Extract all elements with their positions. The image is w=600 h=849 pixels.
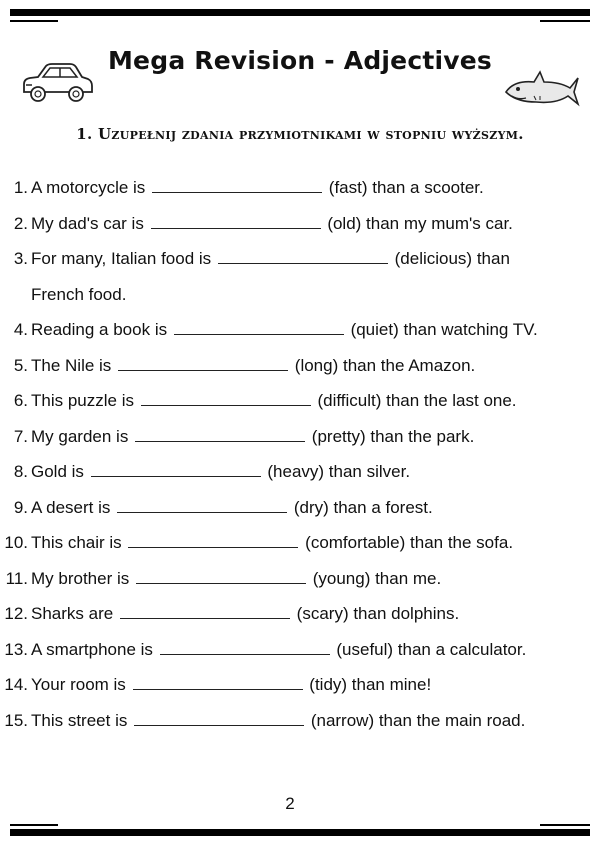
exercise-item xyxy=(0,525,566,561)
answer-blank[interactable] xyxy=(117,497,287,513)
exercise-item xyxy=(0,241,566,312)
sentence-start: For many, Italian food is xyxy=(31,249,212,268)
sentence-end: (young) than me. xyxy=(312,568,442,588)
item-number: 4. xyxy=(13,320,28,339)
shark-icon xyxy=(500,70,580,116)
item-number: 12. xyxy=(4,604,28,623)
sentence-start: A smartphone is xyxy=(31,639,153,659)
item-sentence xyxy=(31,348,566,384)
bottom-left-rule xyxy=(10,824,58,826)
item-sentence xyxy=(31,206,566,242)
item-sentence xyxy=(31,632,566,668)
answer-blank[interactable] xyxy=(120,603,290,619)
item-number: 14. xyxy=(4,675,28,694)
answer-blank[interactable] xyxy=(128,532,298,548)
item-sentence xyxy=(31,561,566,597)
sentence-end: (difficult) than the last one. xyxy=(317,391,517,410)
sentence-end: (tidy) than mine! xyxy=(309,675,432,694)
bottom-right-rule xyxy=(540,824,590,826)
exercise-item xyxy=(0,561,566,597)
sentence-end: (narrow) than the main road. xyxy=(310,710,526,730)
answer-blank[interactable] xyxy=(151,213,321,229)
top-border xyxy=(10,9,590,16)
sentence-start: My dad's car is xyxy=(31,213,144,233)
sentence-start: This street is xyxy=(31,710,128,730)
answer-blank[interactable] xyxy=(141,390,311,406)
item-sentence xyxy=(31,241,566,312)
item-number: 2. xyxy=(13,213,28,233)
item-sentence xyxy=(31,525,566,561)
exercise-instruction: 1. Uzupełnij zdania przymiotnikami w stopniu wyższym. xyxy=(76,125,524,143)
sentence-end: (dry) than a forest. xyxy=(293,497,433,517)
sentence-start: My brother is xyxy=(31,568,130,588)
exercise-item xyxy=(0,419,566,455)
exercise-item xyxy=(0,383,566,419)
exercise-item xyxy=(0,596,566,632)
sentence-start: The Nile is xyxy=(31,355,112,375)
sentence-end: (old) than my mum's car. xyxy=(327,213,513,233)
answer-blank[interactable] xyxy=(218,248,388,264)
sentence-end: (comfortable) than the sofa. xyxy=(305,533,514,552)
exercise-item xyxy=(0,170,566,206)
answer-blank[interactable] xyxy=(133,674,303,690)
exercise-item xyxy=(0,206,566,242)
sentence-start: This puzzle is xyxy=(31,391,134,410)
sentence-end: (heavy) than silver. xyxy=(267,462,411,481)
answer-blank[interactable] xyxy=(174,319,344,335)
exercise-item xyxy=(0,667,566,703)
item-sentence xyxy=(31,596,566,632)
item-sentence xyxy=(31,312,566,348)
top-left-rule xyxy=(10,20,58,22)
sentence-end: (useful) than a calculator. xyxy=(336,639,527,659)
answer-blank[interactable] xyxy=(152,177,322,193)
page-title: Mega Revision - Adjectives xyxy=(107,46,493,75)
item-number: 6. xyxy=(13,391,28,410)
item-sentence xyxy=(31,454,566,490)
answer-blank[interactable] xyxy=(135,426,305,442)
item-sentence xyxy=(31,383,566,419)
answer-blank[interactable] xyxy=(134,710,304,726)
exercise-item xyxy=(0,703,566,739)
sentence-end: (scary) than dolphins. xyxy=(296,604,460,623)
answer-blank[interactable] xyxy=(118,355,288,371)
item-number: 9. xyxy=(13,497,28,517)
sentence-start: A motorcycle is xyxy=(31,178,146,197)
item-number: 10. xyxy=(4,533,28,552)
exercise-item xyxy=(0,490,566,526)
item-number: 15. xyxy=(4,710,28,730)
item-sentence xyxy=(31,490,566,526)
item-number: 1. xyxy=(13,178,28,197)
exercise-item xyxy=(0,312,566,348)
sentence-start: Sharks are xyxy=(31,604,114,623)
sentence-start: This chair is xyxy=(31,533,122,552)
item-sentence xyxy=(31,703,566,739)
sentence-start: Reading a book is xyxy=(31,320,168,339)
sentence-end: (quiet) than watching TV. xyxy=(350,320,538,339)
answer-blank[interactable] xyxy=(91,461,261,477)
top-right-rule xyxy=(540,20,590,22)
item-sentence xyxy=(31,419,566,455)
sentence-start: My garden is xyxy=(31,426,129,446)
sentence-end: (delicious) than French food. xyxy=(31,249,510,304)
item-number: 3. xyxy=(13,249,28,268)
item-sentence xyxy=(31,667,566,703)
bottom-border xyxy=(10,829,590,836)
item-number: 8. xyxy=(13,462,28,481)
sentence-start: A desert is xyxy=(31,497,111,517)
item-number: 13. xyxy=(4,639,28,659)
car-icon xyxy=(20,58,96,110)
item-number: 7. xyxy=(13,426,28,446)
sentence-start: Gold is xyxy=(31,462,84,481)
exercise-item xyxy=(0,632,566,668)
sentence-start: Your room is xyxy=(31,675,126,694)
exercise-item xyxy=(0,348,566,384)
answer-blank[interactable] xyxy=(160,639,330,655)
item-number: 11. xyxy=(5,568,28,588)
item-sentence xyxy=(31,170,566,206)
answer-blank[interactable] xyxy=(136,568,306,584)
item-number: 5. xyxy=(13,355,28,375)
sentence-end: (pretty) than the park. xyxy=(311,426,475,446)
sentence-end: (fast) than a scooter. xyxy=(328,178,484,197)
page-number: 2 xyxy=(285,794,295,813)
sentence-end: (long) than the Amazon. xyxy=(294,355,476,375)
exercise-item xyxy=(0,454,566,490)
exercise-list xyxy=(0,170,600,738)
